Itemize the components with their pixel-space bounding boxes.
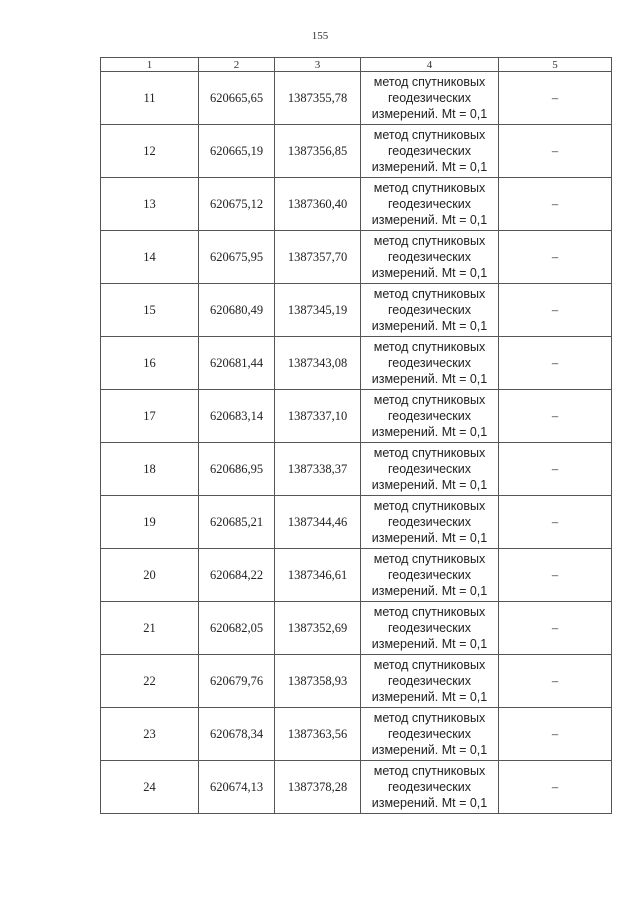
y-coordinate-cell: 1387337,10 — [275, 390, 361, 443]
y-coordinate-cell: 1387378,28 — [275, 761, 361, 814]
column-header-2: 2 — [199, 58, 275, 72]
y-coordinate-cell: 1387357,70 — [275, 231, 361, 284]
method-line: метод спутниковых — [373, 75, 486, 89]
table-row — [101, 231, 612, 284]
note-cell: – — [499, 708, 612, 761]
method-line: метод спутниковых — [373, 605, 486, 619]
column-header-5: 5 — [499, 58, 612, 72]
y-coordinate-cell: 1387346,61 — [275, 549, 361, 602]
y-coordinate-cell: 1387360,40 — [275, 178, 361, 231]
method-line: измерений. Mt = 0,1 — [371, 107, 488, 121]
method-line: измерений. Mt = 0,1 — [371, 160, 488, 174]
note-cell: – — [499, 231, 612, 284]
method-line: геодезических — [387, 568, 471, 582]
note-cell: – — [499, 178, 612, 231]
method-line: измерений. Mt = 0,1 — [371, 425, 488, 439]
method-line: измерений. Mt = 0,1 — [371, 637, 488, 651]
table-row — [101, 125, 612, 178]
method-line: геодезических — [387, 409, 471, 423]
method-cell — [361, 178, 499, 231]
method-line: метод спутниковых — [373, 234, 486, 248]
method-line: измерений. Mt = 0,1 — [371, 319, 488, 333]
x-coordinate-cell: 620681,44 — [199, 337, 275, 390]
method-cell — [361, 125, 499, 178]
column-header-4: 4 — [361, 58, 499, 72]
coordinates-table — [100, 57, 612, 814]
note-cell: – — [499, 72, 612, 125]
x-coordinate-cell: 620685,21 — [199, 496, 275, 549]
method-line: измерений. Mt = 0,1 — [371, 796, 488, 810]
method-cell — [361, 602, 499, 655]
table-row — [101, 708, 612, 761]
table-row — [101, 284, 612, 337]
method-line: геодезических — [387, 780, 471, 794]
method-line: измерений. Mt = 0,1 — [371, 743, 488, 757]
method-cell — [361, 443, 499, 496]
method-cell — [361, 72, 499, 125]
method-line: измерений. Mt = 0,1 — [371, 690, 488, 704]
x-coordinate-cell: 620683,14 — [199, 390, 275, 443]
method-line: метод спутниковых — [373, 711, 486, 725]
method-line: метод спутниковых — [373, 393, 486, 407]
point-number-cell: 22 — [101, 655, 199, 708]
column-header-1: 1 — [101, 58, 199, 72]
method-line: метод спутниковых — [373, 181, 486, 195]
method-line: метод спутниковых — [373, 552, 486, 566]
y-coordinate-cell: 1387343,08 — [275, 337, 361, 390]
table-row — [101, 655, 612, 708]
point-number-cell: 17 — [101, 390, 199, 443]
point-number-cell: 18 — [101, 443, 199, 496]
note-cell: – — [499, 496, 612, 549]
table-row — [101, 602, 612, 655]
method-line: измерений. Mt = 0,1 — [371, 213, 488, 227]
method-line: геодезических — [387, 674, 471, 688]
table-row — [101, 390, 612, 443]
x-coordinate-cell: 620682,05 — [199, 602, 275, 655]
method-line: метод спутниковых — [373, 499, 486, 513]
method-line: измерений. Mt = 0,1 — [371, 584, 488, 598]
x-coordinate-cell: 620675,95 — [199, 231, 275, 284]
y-coordinate-cell: 1387338,37 — [275, 443, 361, 496]
note-cell: – — [499, 602, 612, 655]
y-coordinate-cell: 1387344,46 — [275, 496, 361, 549]
x-coordinate-cell: 620665,19 — [199, 125, 275, 178]
method-cell — [361, 708, 499, 761]
method-cell — [361, 337, 499, 390]
method-line: геодезических — [387, 462, 471, 476]
page-number: 155 — [311, 30, 329, 42]
y-coordinate-cell: 1387352,69 — [275, 602, 361, 655]
point-number-cell: 13 — [101, 178, 199, 231]
method-cell — [361, 390, 499, 443]
table-row — [101, 496, 612, 549]
method-line: измерений. Mt = 0,1 — [371, 266, 488, 280]
method-line: измерений. Mt = 0,1 — [371, 372, 488, 386]
note-cell: – — [499, 337, 612, 390]
method-line: геодезических — [387, 621, 471, 635]
x-coordinate-cell: 620678,34 — [199, 708, 275, 761]
x-coordinate-cell: 620679,76 — [199, 655, 275, 708]
note-cell: – — [499, 443, 612, 496]
method-line: геодезических — [387, 356, 471, 370]
y-coordinate-cell: 1387355,78 — [275, 72, 361, 125]
y-coordinate-cell: 1387356,85 — [275, 125, 361, 178]
y-coordinate-cell: 1387358,93 — [275, 655, 361, 708]
method-cell — [361, 496, 499, 549]
note-cell: – — [499, 549, 612, 602]
method-line: геодезических — [387, 144, 471, 158]
method-line: геодезических — [387, 727, 471, 741]
point-number-cell: 21 — [101, 602, 199, 655]
table-row — [101, 443, 612, 496]
note-cell: – — [499, 390, 612, 443]
method-line: метод спутниковых — [373, 287, 486, 301]
table-row — [101, 178, 612, 231]
header-row — [101, 58, 612, 72]
method-line: метод спутниковых — [373, 340, 486, 354]
point-number-cell: 11 — [101, 72, 199, 125]
method-line: геодезических — [387, 91, 471, 105]
column-header-3: 3 — [275, 58, 361, 72]
note-cell: – — [499, 284, 612, 337]
point-number-cell: 12 — [101, 125, 199, 178]
point-number-cell: 15 — [101, 284, 199, 337]
x-coordinate-cell: 620674,13 — [199, 761, 275, 814]
method-cell — [361, 549, 499, 602]
note-cell: – — [499, 761, 612, 814]
point-number-cell: 24 — [101, 761, 199, 814]
method-line: геодезических — [387, 250, 471, 264]
method-line: геодезических — [387, 515, 471, 529]
x-coordinate-cell: 620684,22 — [199, 549, 275, 602]
method-line: метод спутниковых — [373, 128, 486, 142]
method-cell — [361, 231, 499, 284]
table-row — [101, 549, 612, 602]
method-line: метод спутниковых — [373, 658, 486, 672]
point-number-cell: 19 — [101, 496, 199, 549]
y-coordinate-cell: 1387345,19 — [275, 284, 361, 337]
table-row — [101, 337, 612, 390]
table-row — [101, 72, 612, 125]
point-number-cell: 23 — [101, 708, 199, 761]
x-coordinate-cell: 620665,65 — [199, 72, 275, 125]
table-row — [101, 761, 612, 814]
method-line: измерений. Mt = 0,1 — [371, 478, 488, 492]
method-line: метод спутниковых — [373, 764, 486, 778]
point-number-cell: 14 — [101, 231, 199, 284]
x-coordinate-cell: 620675,12 — [199, 178, 275, 231]
method-line: измерений. Mt = 0,1 — [371, 531, 488, 545]
point-number-cell: 16 — [101, 337, 199, 390]
point-number-cell: 20 — [101, 549, 199, 602]
y-coordinate-cell: 1387363,56 — [275, 708, 361, 761]
method-line: геодезических — [387, 303, 471, 317]
x-coordinate-cell: 620686,95 — [199, 443, 275, 496]
note-cell: – — [499, 655, 612, 708]
x-coordinate-cell: 620680,49 — [199, 284, 275, 337]
method-line: метод спутниковых — [373, 446, 486, 460]
method-cell — [361, 655, 499, 708]
method-line: геодезических — [387, 197, 471, 211]
method-cell — [361, 284, 499, 337]
note-cell: – — [499, 125, 612, 178]
method-cell — [361, 761, 499, 814]
